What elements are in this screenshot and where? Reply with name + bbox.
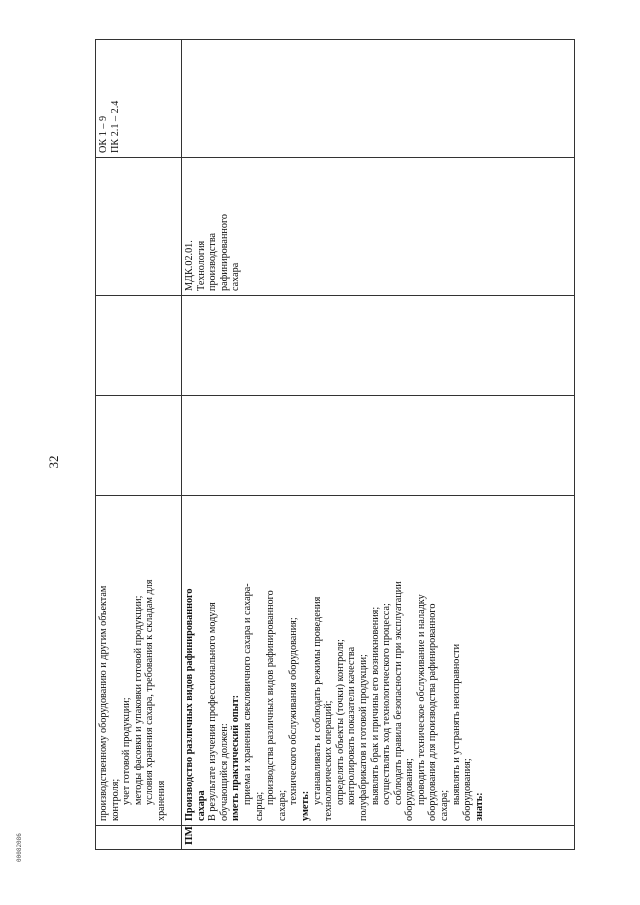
text-line: условия хранения сахара, требования к складам для (144, 579, 156, 805)
module-requirements (207, 500, 485, 821)
competencies-cell (182, 40, 575, 158)
code-cell (182, 826, 575, 850)
text-line: производства различных видов рафинированного (265, 590, 277, 805)
text-line: соблюдать правила безопасности при эксплуатации (392, 581, 404, 805)
content-cell (96, 496, 182, 826)
module-title-cont: сахара (195, 790, 207, 821)
text-line: полуфабрикатов и готовой продукции; (357, 654, 369, 821)
text-line: сахара; (276, 789, 288, 821)
module-code: ПМ.02 (183, 825, 195, 845)
empty-cell (96, 296, 182, 396)
text-line: знать: (473, 792, 485, 821)
text-line: производственному оборудованию и другим объектам (98, 585, 109, 821)
text-line: В результате изучения профессионального модуля (207, 602, 219, 821)
text-line: приема и хранения свекловичного сахара и сахара- (241, 583, 253, 805)
text-line: выявлять брак и причины его возникновения; (369, 606, 381, 805)
text-line: проводить техническое обслуживание и наладку (415, 594, 427, 805)
text-line: сырца; (253, 791, 265, 821)
text-line: оборудования; (404, 758, 416, 821)
mdk-cell (96, 158, 182, 296)
text-line: устанавливать и соблюдать режимы проведения (311, 596, 323, 805)
text-line: технологических операций; (323, 700, 335, 821)
mdk-line: МДК.02.01. (184, 240, 195, 291)
text-line: контролировать показатели качества (346, 646, 358, 805)
empty-cell (182, 296, 575, 396)
text-line: обучающийся должен: (218, 723, 230, 821)
text-line: иметь практический опыт: (230, 694, 242, 821)
text-line: сахара; (439, 789, 451, 821)
text-line: определять объекты (точки) контроля; (334, 639, 346, 805)
text-line: уметь: (299, 790, 311, 821)
text-line: учет готовой продукции; (121, 697, 133, 805)
text-line: контроля; (109, 778, 121, 821)
text-line: оборудования; (462, 758, 474, 821)
empty-cell (96, 396, 182, 496)
page-number: 32 (46, 455, 61, 469)
mdk-cell (182, 158, 575, 296)
mdk-line: сахара (230, 262, 242, 291)
text-line: методы фасовки и упаковки готовой продукции; (132, 595, 144, 805)
mdk-line: производства (207, 232, 219, 291)
text-line: выявлять и устранять неисправности (450, 643, 462, 805)
mdk-line: рафинированного (218, 214, 230, 291)
text-line: хранения (155, 780, 167, 821)
mdk-line: Технология (195, 240, 207, 291)
table-row (182, 40, 575, 850)
rotated-table-container (95, 40, 575, 850)
text-line: оборудования для производства рафинированного (427, 603, 439, 821)
content-cell (182, 496, 575, 826)
empty-cell (182, 396, 575, 496)
competencies-pk: ПК 2.1 – 2.4 (109, 100, 121, 153)
footnote: 00082086 (16, 833, 23, 862)
table-row (96, 40, 182, 850)
code-cell (96, 826, 182, 850)
competencies-cell (96, 40, 182, 158)
module-title: Производство различных видов рафинированного (184, 588, 195, 821)
competencies-ok: ОК 1 – 9 (98, 115, 109, 153)
curriculum-table (95, 39, 575, 850)
text-line: технического обслуживания оборудования; (288, 617, 300, 805)
text-line: осуществлять ход технологического процесса; (381, 603, 393, 805)
